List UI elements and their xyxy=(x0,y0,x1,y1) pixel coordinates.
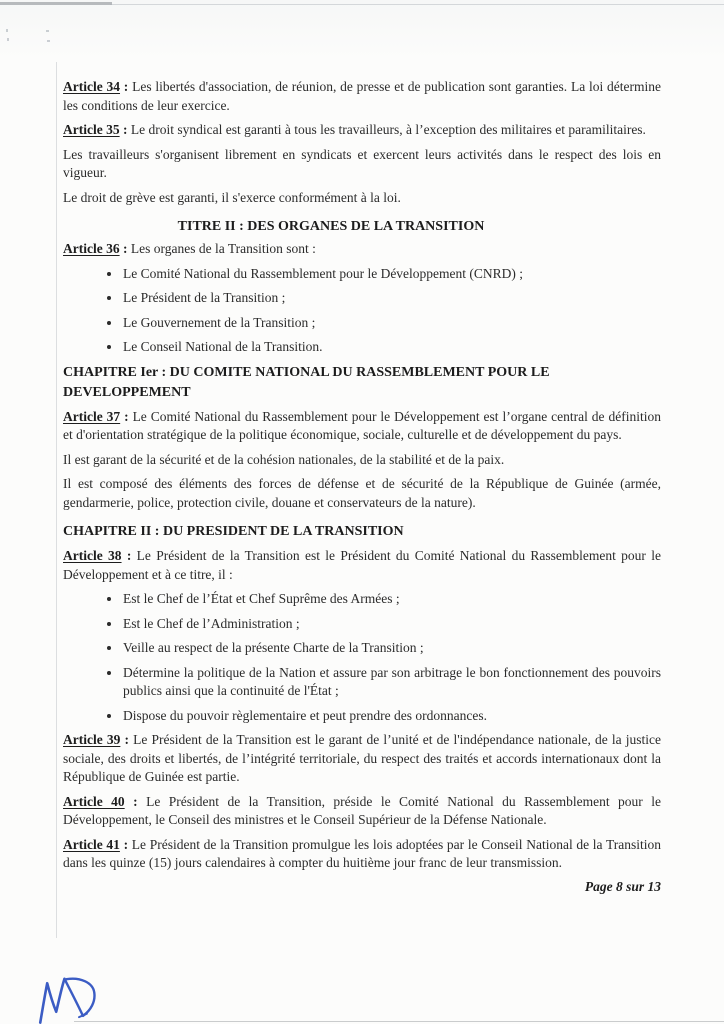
label-separator: : xyxy=(120,408,133,424)
article-34-text: Les libertés d'association, de réunion, de presse et de publication sont garanties. La loi détermine les conditions de leur exercice. xyxy=(63,79,661,113)
paragraph-composition xyxy=(63,475,661,512)
paragraph-workers xyxy=(63,146,661,183)
label-separator: : xyxy=(124,793,147,809)
article-38-label: Article 38 xyxy=(63,548,122,563)
label-separator: : xyxy=(119,836,132,852)
article-40-label: Article 40 xyxy=(63,793,125,809)
scan-edge-artifact-bottom xyxy=(74,1021,724,1022)
paragraph-article-35 xyxy=(63,121,661,140)
paragraph-text: Les travailleurs s'organisent librement en syndicats et exercent leurs activités dans le respect des lois en vigueur. xyxy=(63,146,661,180)
transition-organs-list xyxy=(63,265,661,357)
article-35-label: Article 35 xyxy=(63,122,120,137)
article-39-text: Le Président de la Transition est le garant de l’unité et de l'indépendance nationale, de la justice sociale, des droits et libertés, de l’intégrité territoriale, du respect des traités et accords internationaux dont la République de Guinée est partie. xyxy=(63,732,661,784)
list-item-council: • Le Conseil National de la Transition. xyxy=(122,338,661,357)
article-35-text: Le droit syndical est garanti à tous les travailleurs, à l’exception des militaires et paramilitaires. xyxy=(130,122,646,137)
paragraph-article-38 xyxy=(63,547,661,584)
list-item-regulatory-power: • Dispose du pouvoir règlementaire et peut prendre des ordonnances. xyxy=(122,707,661,726)
list-item-charter-respect: • Veille au respect de la présente Charte de la Transition ; xyxy=(122,639,661,658)
paragraph-article-39 xyxy=(63,731,661,787)
article-34-label: Article 34 xyxy=(63,79,121,94)
chapter-2-line-1: CHAPITRE II : DU PRESIDENT DE LA TRANSITION xyxy=(63,524,404,539)
article-36-label: Article 36 xyxy=(63,241,120,256)
paragraph-article-41 xyxy=(63,836,661,873)
paragraph-text: Il est composé des éléments des forces de défense et de sécurité de la République de Guinée (armée, gendarmerie, police, protection civile, douane et conservateurs de la nature). xyxy=(63,476,661,510)
document-body xyxy=(63,78,661,895)
list-item-president: • Le Président de la Transition ; xyxy=(122,289,661,308)
list-item-chief-admin: • Est le Chef de l’Administration ; xyxy=(122,615,661,634)
scan-speck xyxy=(47,40,50,42)
label-separator: : xyxy=(120,732,134,747)
paragraph-strike xyxy=(63,189,661,208)
label-separator: : xyxy=(119,241,131,256)
paragraph-article-34 xyxy=(63,78,661,115)
paragraph-text: Le droit de grève est garanti, il s'exerce conformément à la loi. xyxy=(63,189,401,205)
chapter-2-heading xyxy=(63,522,661,542)
article-41-label: Article 41 xyxy=(63,836,120,852)
scan-edge-artifact-top-dark xyxy=(0,2,112,5)
article-38-text: Le Président de la Transition est le Président du Comité National du Rassemblement pour le Développement et à ce titre, il : xyxy=(63,548,661,582)
article-41-text: Le Président de la Transition promulgue les lois adoptées par le Conseil National de la Transition dans les quinze (15) jours calendaires à compter du huitième jour franc de leur transmission. xyxy=(63,836,662,870)
scan-speck xyxy=(46,30,49,32)
paragraph-article-36 xyxy=(63,240,661,259)
paragraph-guarantor xyxy=(63,451,661,470)
article-39-label: Article 39 xyxy=(63,732,121,747)
label-separator: : xyxy=(119,122,131,137)
article-37-text: Le Comité National du Rassemblement pour le Développement est l’organe central de définition et d'orientation stratégique de la politique économique, sociale, culturelle et de développement du pays. xyxy=(63,408,661,442)
scan-edge-artifact-top-faint xyxy=(110,4,724,5)
article-37-label: Article 37 xyxy=(63,408,121,424)
president-roles-list xyxy=(63,590,661,725)
list-item-government: • Le Gouvernement de la Transition ; xyxy=(122,314,661,333)
chapter-1-heading xyxy=(63,363,661,403)
article-36-text: Les organes de la Transition sont : xyxy=(130,241,316,256)
list-item-nation-policy: • Détermine la politique de la Nation et assure par son arbitrage le bon fonctionnement des pouvoirs publics ainsi que la continuité de l'État ; xyxy=(122,664,661,701)
page-number: Page 8 sur 13 xyxy=(584,878,661,894)
label-separator: : xyxy=(121,548,137,563)
scan-fold-line xyxy=(56,62,57,938)
list-item-cnrd: • Le Comité National du Rassemblement pour le Développement (CNRD) ; xyxy=(122,265,661,284)
list-item-chief-of-state: • Est le Chef de l’État et Chef Suprême des Armées ; xyxy=(122,590,661,609)
label-separator: : xyxy=(120,79,133,94)
title-2-heading: TITRE II : DES ORGANES DE LA TRANSITION xyxy=(177,219,485,234)
handwritten-initials xyxy=(33,968,110,1024)
paragraph-text: Il est garant de la sécurité et de la cohésion nationales, de la stabilité et de la paix. xyxy=(63,451,505,467)
chapter-1-line-1: CHAPITRE Ier : DU COMITE NATIONAL DU RASSEMBLEMENT POUR LE xyxy=(63,364,550,380)
article-40-text: Le Président de la Transition, préside le Comité National du Rassemblement pour le Développement, le Conseil des ministres et le Conseil Supérieur de la Défense Nationale. xyxy=(63,793,661,827)
scan-speck xyxy=(7,38,9,41)
paragraph-article-37 xyxy=(63,408,661,445)
paragraph-article-40 xyxy=(63,793,661,830)
scan-speck xyxy=(6,29,8,32)
chapter-1-line-2: DEVELOPPEMENT xyxy=(63,384,191,400)
